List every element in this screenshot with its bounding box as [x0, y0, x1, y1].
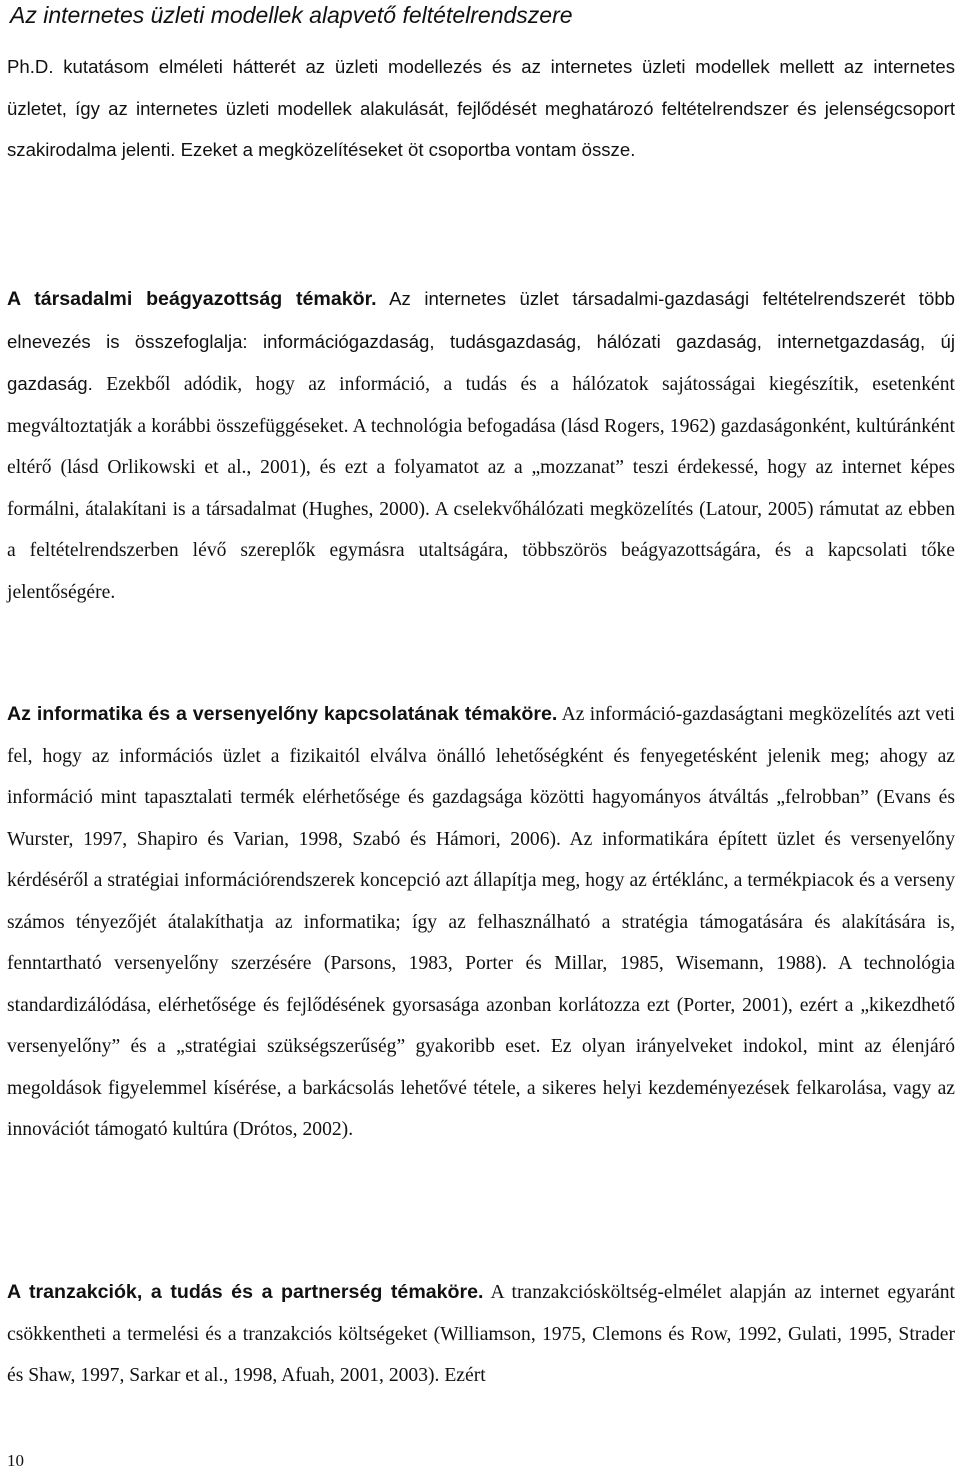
- social-text-b: Ezekből adódik, hogy az információ, a tudás és a hálózatok sajátosságai kiegészítik, esetenként megváltoztatják a korábbi összefüggéseket. A technológia befogadása (lásd Rogers, 1962) gazdaságonként, kultúránként eltérő (lásd Orlikowski et al., 2001), és ezt a folyamatot az a „mozzanat” teszi érdekessé, hogy az internet képes formálni, átalakítani is a társadalmat (Hughes, 2000). A cselekvőhálózati megközelítés (Latour, 2005) rámutat az ebben a feltételrendszerben lévő szereplők egymásra utaltságára, többszörös beágyazottságára, és a kapcsolati tőke jelentőségére.: [7, 374, 955, 603]
- transactions-text: A tranzakciósköltség-elmélet alapján az internet egyaránt csökkentheti a termelési és a tranzakciós költségeket (Williamson, 1975, Clemons és Row, 1992, Gulati, 1995, Strader és Shaw, 1997, Sarkar et al., 1998, Afuah, 2001, 2003). Ezért: [7, 1282, 955, 1386]
- informatics-paragraph: [7, 694, 955, 1151]
- section-heading-informatics: Az informatika és a versenyelőny kapcsolatának témaköre.: [7, 703, 558, 725]
- social-embeddedness-paragraph: [7, 278, 955, 613]
- section-heading-transactions: A tranzakciók, a tudás és a partnerség témaköre.: [7, 1281, 484, 1303]
- page-number: 10: [7, 1451, 24, 1470]
- section-heading-social: A társadalmi beágyazottság témakör.: [7, 288, 377, 310]
- social-text-a: Az internetes üzlet társadalmi-gazdasági feltételrendszerét több elnevezés is összefoglalja: információgazdaság, tudásgazdaság, hálózati gazdaság, internetgazdaság, új gazdaság.: [7, 288, 955, 394]
- informatics-text: Az információ-gazdaságtani megközelítés azt veti fel, hogy az információs üzlet a fizikaitól elválva önálló lehetőségként és fenyegetésként jelenik meg; ahogy az információ mint tapasztalati termék elérhetősége és gazdagsága közötti hagyományos átváltás „felrobban” (Evans és Wurster, 1997, Shapiro és Varian, 1998, Szabó és Hámori, 2006). Az informatikára épített üzlet és versenyelőny kérdéséről a stratégiai információrendszerek koncepció azt állapítja meg, hogy az értéklánc, a termékpiacok és a verseny számos tényezőjét átalakíthatja az informatika; így az felhasználható a stratégia támogatására és alakítására is, fenntartható versenyelőny szerzésére (Parsons, 1983, Porter és Millar, 1985, Wisemann, 1988). A technológia standardizálódása, elérhetősége és fejlődésének gyorsasága azonban korlátozza ezt (Porter, 2001), ezért a „kikezdhető versenyelőny” és a „stratégiai szükségszerűség” gyakoribb eset. Ez olyan irányelveket indokol, mint az élenjáró megoldások figyelemmel kísérése, a barkácsolás lehetővé tétele, a sikeres helyi kezdeményezések felkarolása, vagy az innovációt támogató kultúra (Drótos, 2002).: [7, 704, 955, 1140]
- transactions-paragraph: [7, 1272, 955, 1397]
- page-title: Az internetes üzleti modellek alapvető feltételrendszere: [10, 2, 573, 28]
- intro-paragraph: Ph.D. kutatásom elméleti hátterét az üzleti modellezés és az internetes üzleti modellek mellett az internetes üzletet, így az internetes üzleti modellek alakulását, fejlődését meghatározó feltételrendszer és jelenségcsoport szakirodalma jelenti. Ezeket a megközelítéseket öt csoportba vontam össze.: [7, 56, 955, 160]
